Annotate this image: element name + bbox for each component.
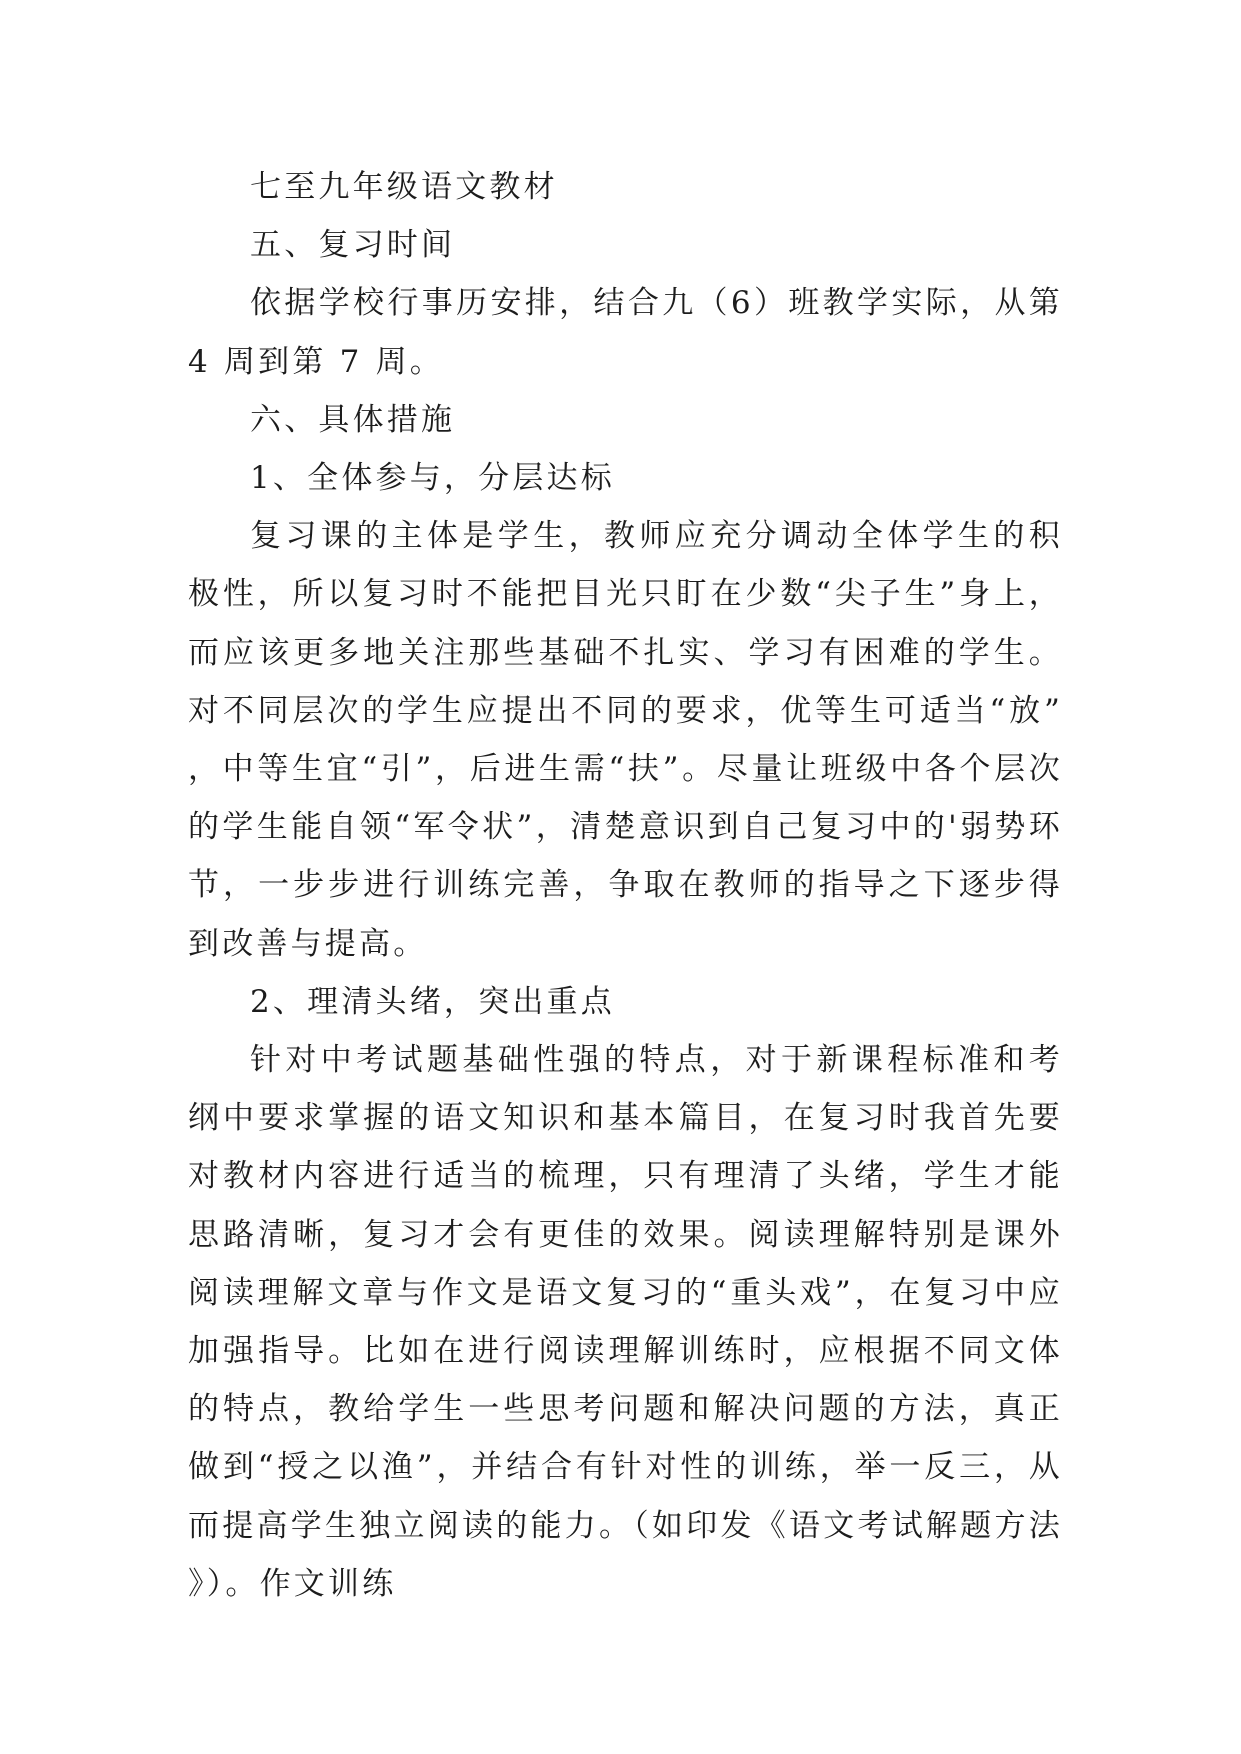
heading-review-time: 五、复习时间 xyxy=(250,227,456,264)
paragraph-measure-1: 复习课的主体是学生，教师应充分调动全体学生的积极性，所以复习时不能把目光只盯在少数“尖子生”身上，而应该更多地关注那些基础不扎实、学习有困难的学生。对不同层次的学生应提出不同的要求，优等生可适当“放”，中等生宜“引”，后进生需“扶”。尽量让班级中各个层次的学生能自领“军令状”，清楚意识到自己复习中的'弱势环节，一步步进行训练完善，争取在教师的指导之下逐步得到改善与提高。 xyxy=(188,518,1063,962)
document-page xyxy=(188,158,1063,1613)
paragraph-review-schedule: 依据学校行事历安排，结合九（6）班教学实际，从第 4 周到第 7 周。 xyxy=(188,285,1063,380)
heading-specific-measures: 六、具体措施 xyxy=(250,401,456,438)
subheading-measure-2: 2、理清头绪，突出重点 xyxy=(250,983,615,1020)
paragraph-measure-2: 针对中考试题基础性强的特点，对于新课程标准和考纲中要求掌握的语文知识和基本篇目，在复习时我首先要对教材内容进行适当的梳理，只有理清了头绪，学生才能思路清晰，复习才会有更佳的效果。阅读理解特别是课外阅读理解文章与作文是语文复习的“重头戏”，在复习中应加强指导。比如在进行阅读理解训练时，应根据不同文体的特点，教给学生一些思考问题和解决问题的方法，真正做到“授之以渔”，并结合有针对性的训练，举一反三，从而提高学生独立阅读的能力。（如印发《语文考试解题方法》）。作文训练 xyxy=(188,1042,1063,1602)
subheading-measure-1: 1、全体参与，分层达标 xyxy=(250,460,615,497)
paragraph-materials: 七至九年级语文教材 xyxy=(250,169,558,205)
